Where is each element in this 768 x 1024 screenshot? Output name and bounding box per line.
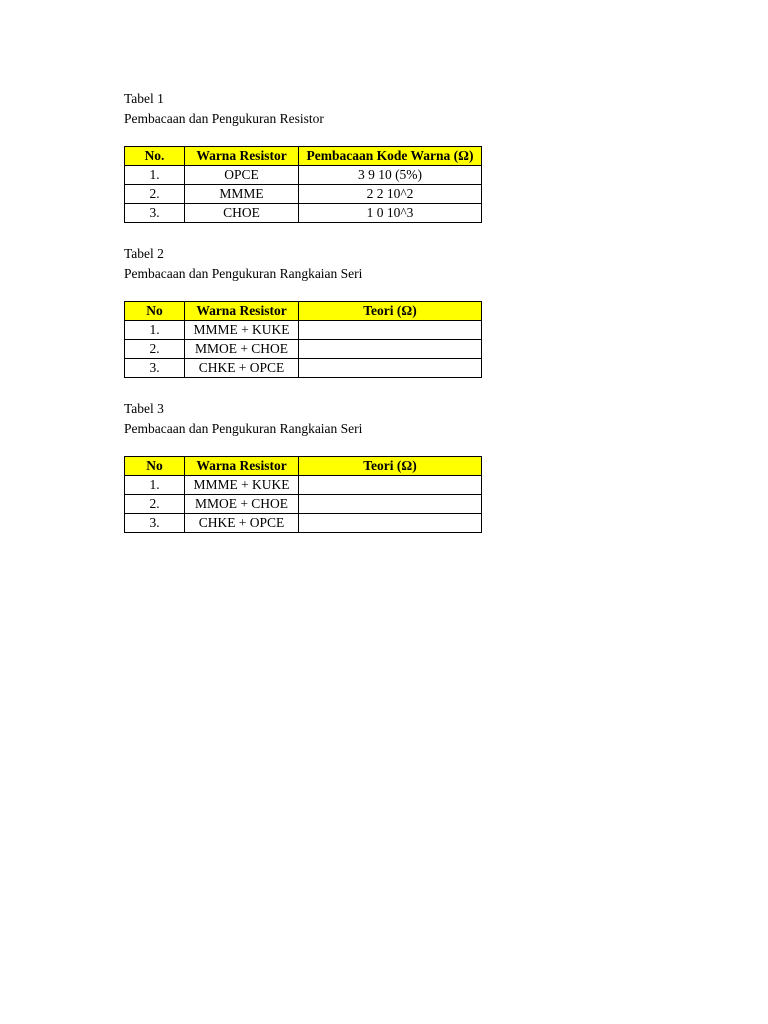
cell-warna: MMME + KUKE [185,476,299,495]
cell-value [299,495,482,514]
table-header-row [125,302,482,321]
table-row [125,166,482,185]
cell-no: 3. [125,359,185,378]
table-1-caption [124,89,324,129]
cell-no: 1. [125,476,185,495]
cell-value [299,514,482,533]
table-1 [124,146,482,223]
cell-no: 2. [125,340,185,359]
cell-value [299,359,482,378]
cell-no: 2. [125,495,185,514]
cell-value [299,340,482,359]
cell-warna: CHKE + OPCE [185,514,299,533]
table-title: Pembacaan dan Pengukuran Resistor [124,111,324,126]
table-row [125,476,482,495]
table-2 [124,301,482,378]
table-row [125,359,482,378]
table-label: Tabel 3 [124,401,164,416]
header-warna-resistor: Warna Resistor [185,147,299,166]
table-3 [124,456,482,533]
table-row [125,185,482,204]
table-header-row [125,457,482,476]
cell-no: 3. [125,204,185,223]
table-row [125,340,482,359]
cell-warna: CHOE [185,204,299,223]
header-warna-resistor: Warna Resistor [185,457,299,476]
header-no: No [125,302,185,321]
cell-warna: MMOE + CHOE [185,495,299,514]
cell-value [299,321,482,340]
header-no: No [125,457,185,476]
table-label: Tabel 1 [124,91,164,106]
header-warna-resistor: Warna Resistor [185,302,299,321]
header-teori: Teori (Ω) [299,302,482,321]
table-2-caption [124,244,362,284]
table-title: Pembacaan dan Pengukuran Rangkaian Seri [124,266,363,281]
cell-value: 3 9 10 (5%) [299,166,482,185]
cell-no: 2. [125,185,185,204]
table-row [125,321,482,340]
header-teori: Teori (Ω) [299,457,482,476]
table-3-caption [124,399,362,439]
table-title: Pembacaan dan Pengukuran Rangkaian Seri [124,421,363,436]
table-header-row [125,147,482,166]
cell-warna: MMOE + CHOE [185,340,299,359]
cell-warna: OPCE [185,166,299,185]
cell-value: 2 2 10^2 [299,185,482,204]
table-label: Tabel 2 [124,246,164,261]
cell-no: 1. [125,321,185,340]
header-pembacaan-kode-warna: Pembacaan Kode Warna (Ω) [299,147,482,166]
cell-value [299,476,482,495]
table-row [125,514,482,533]
cell-warna: CHKE + OPCE [185,359,299,378]
table-row [125,495,482,514]
cell-warna: MMME + KUKE [185,321,299,340]
cell-no: 3. [125,514,185,533]
cell-warna: MMME [185,185,299,204]
cell-no: 1. [125,166,185,185]
header-no: No. [125,147,185,166]
cell-value: 1 0 10^3 [299,204,482,223]
table-row [125,204,482,223]
